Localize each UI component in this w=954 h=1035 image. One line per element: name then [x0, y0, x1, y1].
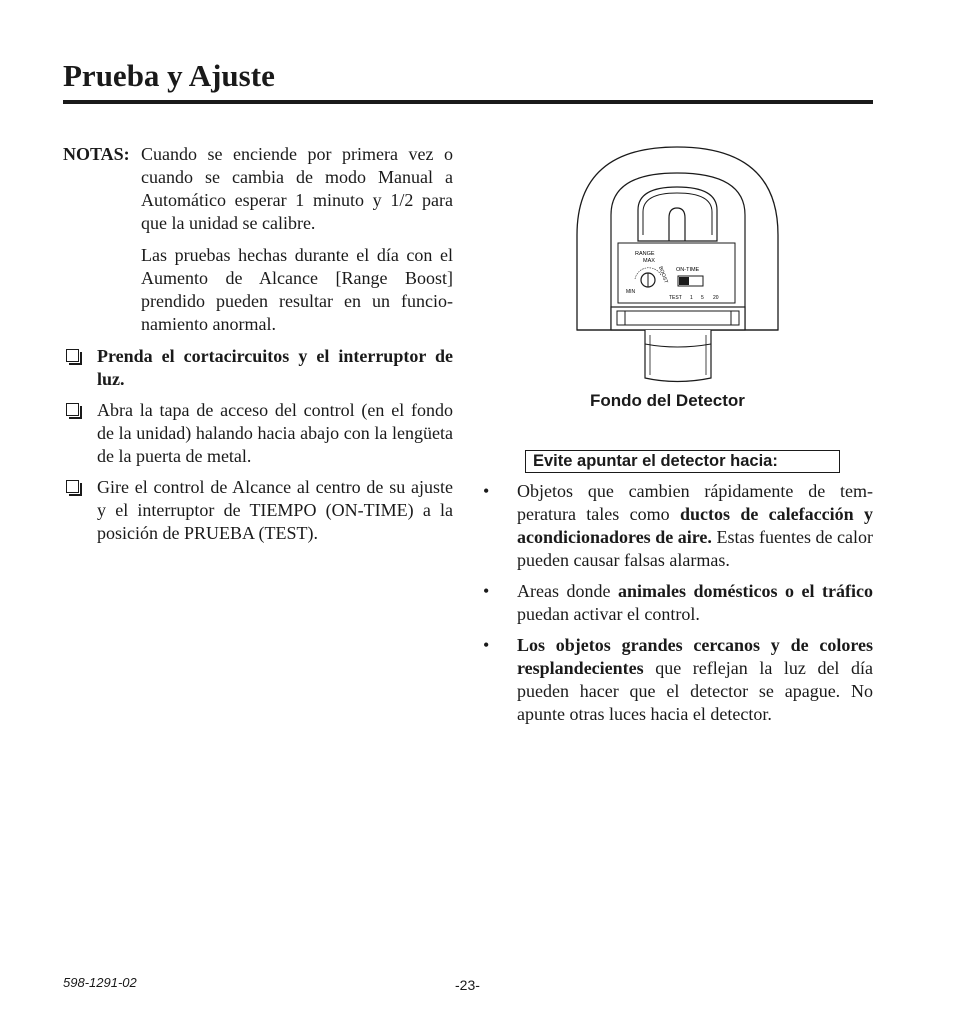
step-text: Gire el control de Alcance al centro de su ajuste y el interruptor de TIEMPO (ON-TIME) a la posición de PRUEBA (TEST). — [97, 477, 453, 543]
checkbox-icon — [66, 480, 79, 493]
step-item — [63, 345, 453, 391]
page-number: -23- — [455, 977, 480, 993]
right-column — [483, 480, 873, 734]
max-label: MAX — [643, 258, 655, 264]
detector-illustration — [575, 145, 780, 385]
notes-label: NOTAS: — [63, 144, 130, 164]
test-label: TEST — [669, 295, 682, 301]
document-code: 598-1291-02 — [63, 975, 137, 990]
avoid-item-text-post: Estas fuentes de calor pueden causar falsas alarmas. — [517, 527, 874, 570]
title-rule — [63, 100, 873, 104]
page-title: Prueba y Ajuste — [63, 58, 275, 93]
boost-label: BOOST — [657, 265, 669, 285]
bullet-icon: • — [483, 581, 490, 601]
min-label: MIN — [626, 289, 636, 295]
notes-paragraph-1: Cuando se enciende por primera vez o cuando se cambia de modo Manual a Automático esperar 1 minuto y 1/2 para que la unidad se calibre. — [141, 144, 453, 233]
avoid-item — [483, 634, 873, 726]
notes-section — [63, 143, 453, 336]
figure-caption: Fondo del Detector — [590, 391, 745, 410]
step-item — [63, 476, 453, 545]
avoid-item — [483, 480, 873, 572]
bullet-icon: • — [483, 481, 490, 501]
avoid-item-text-post: puedan activar el control. — [517, 604, 700, 624]
on-time-label: ON-TIME — [676, 267, 700, 273]
checkbox-icon — [66, 349, 79, 362]
step-text: Abra la tapa de acceso del control (en el fondo de la unidad) halando hacia abajo con la lengüeta de la puerta de metal. — [97, 400, 453, 466]
avoid-item-text-bold: animales domésticos o el tráfico — [618, 581, 873, 601]
left-column — [63, 143, 453, 553]
five-label: 5 — [701, 295, 704, 301]
avoid-item-text-post: que reflejan la luz del día pueden hacer que el detector se apague. No apunte otras luces hacia el detector. — [517, 658, 873, 724]
avoid-item-text-pre: Areas donde — [517, 581, 618, 601]
bullet-icon: • — [483, 635, 490, 655]
checkbox-icon — [66, 403, 79, 416]
avoid-item-text-bold: Los objetos grandes cercanos y de colores resplandecientes — [517, 635, 873, 678]
step-item — [63, 399, 453, 468]
avoid-item-text-bold: ductos de calefacción y acondicionadores de aire. — [517, 504, 873, 547]
avoid-item-text-pre: Objetos que cambien rápidamente de temperatura tales como — [517, 481, 873, 524]
twenty-label: 20 — [713, 295, 719, 301]
one-label: 1 — [690, 295, 693, 301]
step-text: Prenda el cortacircuitos y el interruptor de luz. — [97, 346, 453, 389]
notes-paragraph-2: Las pruebas hechas durante el día con el Aumento de Alcance [Range Boost] prendido pueden resultar en un funcionamiento anormal. — [141, 245, 453, 334]
range-label: RANGE — [635, 251, 655, 257]
avoid-heading: Evite apuntar el detector hacia: — [525, 450, 840, 473]
avoid-item — [483, 580, 873, 626]
